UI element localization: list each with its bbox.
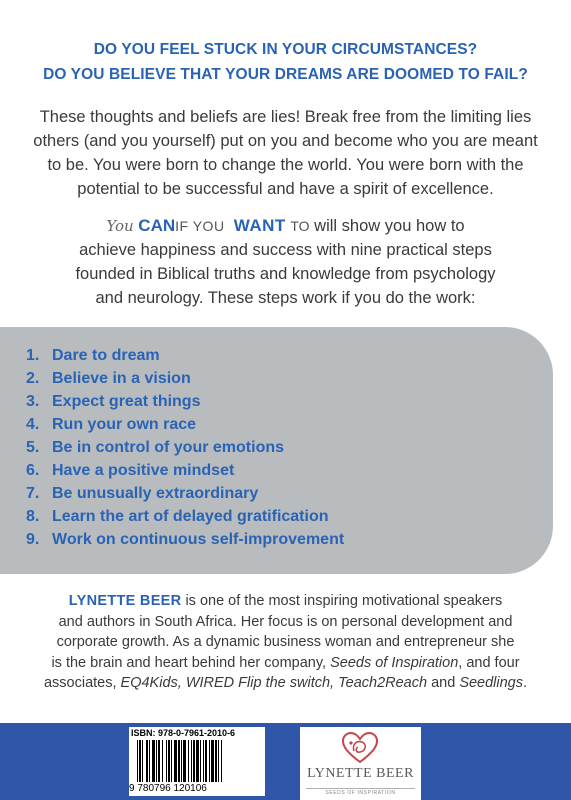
bio-text: is one of the most inspiring motivational speakers: [181, 593, 503, 609]
step-number: 4.: [26, 416, 40, 433]
step-number: 2.: [26, 370, 40, 387]
title-you: You: [106, 217, 134, 235]
intro-line: potential to be successful and have a spirit of excellence.: [77, 180, 494, 198]
step-item: [26, 482, 344, 505]
barcode-stripe: [156, 740, 157, 782]
step-item: [26, 505, 344, 528]
isbn-number: ISBN: 978-0-7961-2010-6: [131, 728, 236, 738]
title-body-line: and neurology. These steps work if you do the work:: [95, 289, 476, 307]
barcode-stripe: [183, 740, 186, 782]
barcode-stripe: [174, 740, 177, 782]
title-can: CAN: [138, 216, 176, 235]
step-text: Run your own race: [52, 416, 197, 433]
step-number: 5.: [26, 439, 40, 456]
headline: [0, 37, 571, 87]
barcode-stripe: [218, 740, 219, 782]
barcode-stripe: [142, 740, 143, 782]
associates-names: EQ4Kids, WIRED Flip the switch, Teach2Reach: [120, 675, 428, 691]
headline-line-2: DO YOU BELIEVE THAT YOUR DREAMS ARE DOOMED TO FAIL?: [43, 66, 528, 83]
barcode-stripe: [203, 740, 204, 782]
heart-logo-icon: [340, 731, 380, 765]
step-number: 3.: [26, 393, 40, 410]
step-text: Expect great things: [52, 393, 201, 410]
barcode-block: [129, 727, 265, 796]
title-body-paragraph: [22, 238, 549, 310]
step-text: Work on continuous self-improvement: [52, 531, 345, 548]
step-number: 6.: [26, 462, 40, 479]
barcode-stripe: [191, 740, 192, 782]
step-number: 8.: [26, 508, 40, 525]
barcode-icon: [131, 740, 263, 784]
barcode-stripe: [181, 740, 182, 782]
bio-line: corporate growth. As a dynamic business woman and entrepreneur she: [56, 634, 515, 650]
bio-text: , and four: [458, 654, 520, 671]
bio-text: .: [523, 675, 528, 691]
title-want: WANT: [233, 216, 286, 235]
author-bio: [18, 591, 553, 694]
step-text: Believe in a vision: [52, 370, 191, 387]
logo-name: LYNETTE BEER: [307, 766, 414, 781]
barcode-stripe: [200, 740, 201, 782]
barcode-digits: 9 780796 120106: [129, 783, 207, 794]
intro-line: These thoughts and beliefs are lies! Break free from the limiting lies: [39, 108, 532, 126]
bio-line: [18, 673, 553, 694]
step-text: Be unusually extraordinary: [52, 485, 259, 502]
step-text: Dare to dream: [52, 347, 160, 364]
intro-paragraph: [22, 105, 549, 201]
footer-bar: [0, 723, 571, 800]
step-number: 9.: [26, 531, 40, 548]
step-number: 7.: [26, 485, 40, 502]
barcode-stripe: [205, 740, 207, 782]
barcode-stripe: [152, 740, 155, 782]
barcode-stripe: [149, 740, 150, 782]
step-item: [26, 367, 344, 390]
barcode-stripe: [146, 740, 148, 782]
logo-tagline: SEEDS OF INSPIRATION: [306, 788, 415, 796]
barcode-stripe: [139, 740, 141, 782]
barcode-stripe: [221, 740, 222, 782]
author-name: LYNETTE BEER: [68, 593, 182, 609]
barcode-stripe: [215, 740, 217, 782]
step-number: 1.: [26, 347, 40, 364]
headline-line-1: DO YOU FEEL STUCK IN YOUR CIRCUMSTANCES?: [93, 41, 478, 58]
intro-line: others (and you yourself) put on you and become who you are meant: [33, 132, 538, 150]
steps-list: [26, 344, 344, 551]
barcode-stripe: [162, 740, 163, 782]
barcode-stripe: [168, 740, 170, 782]
bio-line: [18, 653, 553, 674]
book-title-line: [0, 214, 571, 238]
step-item: [26, 459, 344, 482]
barcode-stripe: [209, 740, 210, 782]
publisher-logo: [300, 727, 421, 800]
last-associate-name: Seedlings: [459, 675, 523, 691]
bio-line: [18, 591, 553, 612]
barcode-stripe: [193, 740, 195, 782]
bio-text: is the brain and heart behind her company,: [51, 654, 331, 671]
title-body-line: founded in Biblical truths and knowledge from psychology: [75, 265, 496, 283]
barcode-stripe: [171, 740, 172, 782]
barcode-stripe: [137, 740, 138, 782]
title-if-you: IF YOU: [175, 218, 225, 234]
step-item: [26, 344, 344, 367]
title-rest: will show you how to: [314, 217, 465, 235]
barcode-stripe: [211, 740, 214, 782]
bio-text: and: [427, 675, 460, 691]
step-text: Have a positive mindset: [52, 462, 235, 479]
barcode-stripe: [178, 740, 180, 782]
intro-line: to be. You were born to change the world. You were born with the: [47, 156, 524, 174]
bio-line: and authors in South Africa. Her focus is on personal development and: [58, 613, 513, 630]
title-body-line: achieve happiness and success with nine practical steps: [79, 241, 492, 259]
barcode-stripe: [166, 740, 167, 782]
barcode-stripe: [188, 740, 189, 782]
step-text: Be in control of your emotions: [52, 439, 285, 456]
step-item: [26, 528, 344, 551]
step-item: [26, 413, 344, 436]
barcode-stripe: [196, 740, 199, 782]
company-name: Seeds of Inspiration: [330, 654, 459, 671]
step-item: [26, 390, 344, 413]
step-text: Learn the art of delayed gratification: [52, 508, 329, 525]
bio-text: associates,: [43, 675, 121, 691]
title-to: TO: [290, 218, 310, 234]
step-item: [26, 436, 344, 459]
barcode-stripe: [158, 740, 160, 782]
